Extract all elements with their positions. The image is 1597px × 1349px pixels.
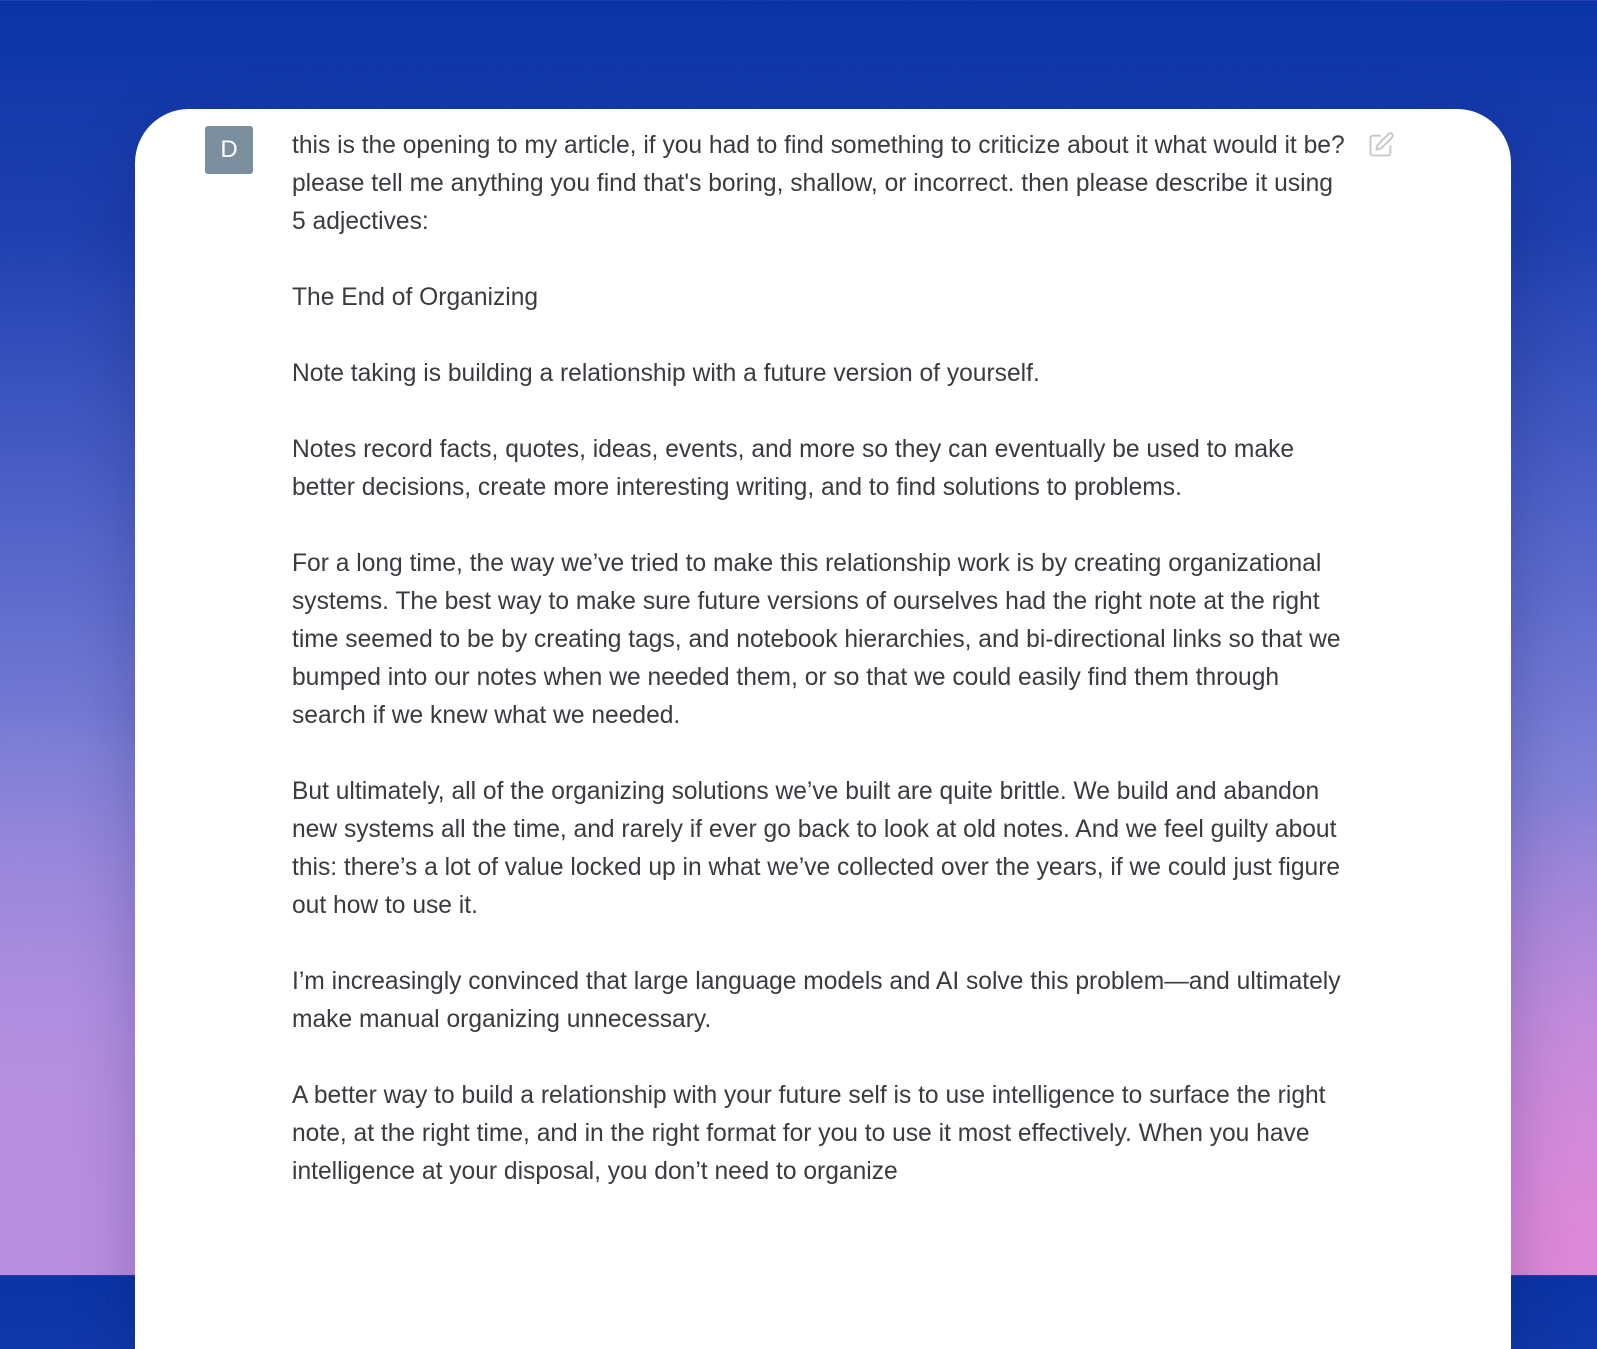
message-paragraph: But ultimately, all of the organizing solutions we’ve built are quite brittle. We build and abandon new systems all the time, and rarely if ever go back to look at old notes. And we feel guilty about this: there’s a lot of value locked up in what we’ve collected over the years, if we could just figure out how to use it. <box>292 778 1341 919</box>
user-message <box>292 127 1352 1229</box>
message-paragraph: I’m increasingly convinced that large language models and AI solve this problem—and ultimately make manual organizing unnecessary. <box>292 968 1341 1033</box>
edit-icon[interactable] <box>1367 131 1395 159</box>
message-paragraph: A better way to build a relationship with your future self is to use intelligence to surface the right note, at the right time, and in the right format for you to use it most effectively. When you have intelligence at your disposal, you don’t need to organize <box>292 1082 1326 1185</box>
message-paragraph-article-title: The End of Organizing <box>292 284 539 311</box>
message-paragraph: For a long time, the way we’ve tried to make this relationship work is by creating organizational systems. The best way to make sure future versions of ourselves had the right note at the right time seemed to be by creating tags, and notebook hierarchies, and bi-directional links so that we bumped into our notes when we needed them, or so that we could easily find them through search if we knew what we needed. <box>292 550 1341 729</box>
user-avatar: D <box>205 126 253 174</box>
message-paragraph-prompt: this is the opening to my article, if you had to find something to criticize about it what would it be? please tell me anything you find that's boring, shallow, or incorrect. then please describe it using 5 adjectives: <box>292 132 1345 235</box>
message-paragraph: Notes record facts, quotes, ideas, events, and more so they can eventually be used to make better decisions, create more interesting writing, and to find solutions to problems. <box>292 436 1295 501</box>
chat-message-card <box>135 109 1511 1349</box>
message-paragraph: Note taking is building a relationship with a future version of yourself. <box>292 360 1040 387</box>
